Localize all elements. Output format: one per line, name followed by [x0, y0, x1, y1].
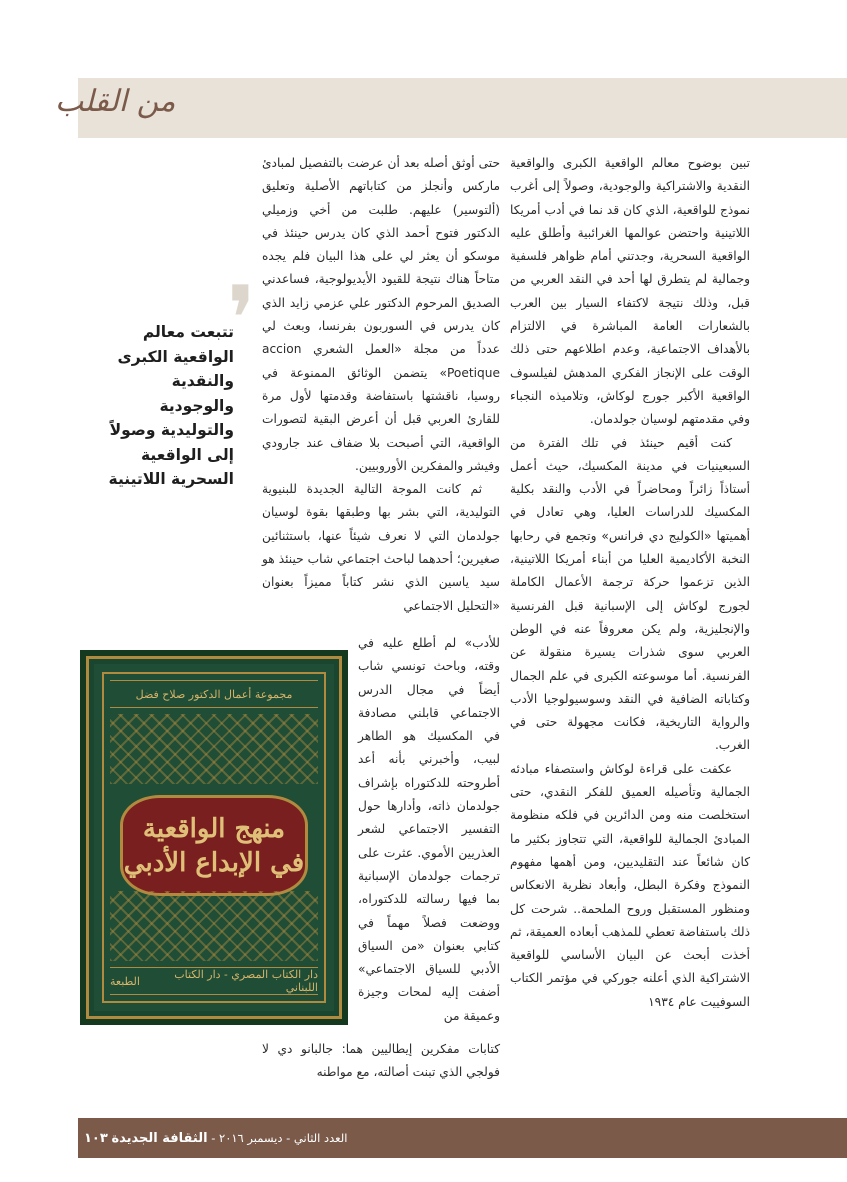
article-column-middle — [262, 152, 500, 632]
book-publisher: دار الكتاب المصري - دار الكتاب اللبناني — [174, 968, 318, 994]
paragraph: كنت أقيم حينئذ في تلك الفترة من السبعينيات في مدينة المكسيك، حيث أعمل أستاذاً زائراً ومحاضراً في الأدب والنقد بكلية المكسيك للدراسات العليا، وهي تعادل في أهميتها «الكوليج دي فرانس» وتجمع في رحابها النخبة الأكاديمية العليا من أبناء أمريكا اللاتينية، الذين تزعموا حركة ترجمة الأعمال الكاملة لجورج لوكاش إلى الإسبانية قبل الفرنسية والإنجليزية، ولم يكن معروفاً عنه في الوطن العربي سوى شذرات يسيرة منقولة عن الفرنسية. أما موسوعته الكبرى في علم الجمال وكتاباته الضافية في النقد وسوسيولوجيا الأدب والرواية التاريخية، فكانت مجهولة حتى في الغرب. — [510, 435, 750, 753]
page-number: ١٠٣ — [84, 1131, 108, 1146]
paragraph: تبين بوضوح معالم الواقعية الكبرى والواقعية النقدية والاشتراكية والوجودية، وصولاً إلى أغرب نموذج للواقعية، الذي كان قد نما في أدب أمريكا اللاتينية واحتضن عوالمها الغرائبية وأطلق عليه الواقعية السحرية، وجدتني أمام ظواهر فلسفية وجمالية لم يتطرق لها أحد في النقد العربي من قبل، وذلك نتيجة لاكتفاء السيار بين العرب بالشعارات العامة المباشرة في الالتزام بالأهداف الاجتماعية، وعدم اطلاعهم حتى ذلك الوقت على الإنجاز الفكري المدهش لفيلسوف الواقعية الأكبر جورج لوكاش، وتلاميذه النجباء وفي مقدمتهم لوسيان جولدمان. — [510, 156, 750, 427]
book-cover-image — [80, 650, 348, 1025]
footer — [84, 1126, 347, 1151]
ornament-pattern — [110, 891, 318, 961]
article-column-middle-wrap — [358, 632, 500, 1028]
ornament-pattern — [110, 714, 318, 784]
pull-quote: تتبعت معالم الواقعية الكبرى والنقدية والوجودية والتوليدية وصولاً إلى الواقعية السحرية اللاتينية — [108, 323, 234, 488]
section-title: من القلب — [55, 84, 176, 119]
footer-magazine: الثقافة الجديدة — [111, 1131, 208, 1146]
article-column-middle-bottom — [262, 1038, 500, 1085]
article-column-right — [510, 152, 750, 1014]
paragraph: كتابات مفكرين إيطاليين هما: جالبانو دي لا فولجي الذي تبنت أصالته، مع مواطنه — [262, 1042, 500, 1080]
book-edition: الطبعة — [110, 974, 140, 988]
book-title-line1: منهج الواقعية — [142, 813, 286, 844]
footer-issue: العدد الثاني - ديسمبر ٢٠١٦ - — [211, 1131, 348, 1145]
paragraph: ثم كانت الموجة التالية الجديدة للبنيوية التوليدية، التي بشر بها وطبقها بقوة لوسيان جولدمان التي لا نعرف شيئاً عنها، باستثنائين صغيرين؛ أحدهما لباحث اجتماعي شاب حينئذ هو سيد ياسين الذي نشر كتاباً مميزاً بعنوان «التحليل الاجتماعي — [262, 482, 500, 613]
paragraph: للأدب» لم أطلع عليه في وقته، وباحث تونسي شاب أيضاً في مجال الدرس الاجتماعي قابلني مصادفة في المكسيك هو الطاهر لبيب، وأخبرني بأنه أعد أطروحته للدكتوراه بإشراف جولدمان ذاته، وأدارها حول التفسير الاجتماعي لشعر العذريين الأموي. عثرت على ترجمات جولدمان الإسبانية بما فيها رسالته للدكتوراه، ووضعت فصلاً مهماً في كتابي بعنوان «من السياق الأدبي للسياق الاجتماعي» أضفت إليه لمحات وجيزة وعميقة من — [358, 636, 500, 1023]
paragraph: حتى أوثق أصله بعد أن عرضت بالتفصيل لمبادئ ماركس وأنجلز من كتاباتهم الأصلية وتعليق (ألتوسير) عليهم. طلبت من أخي وزميلي الدكتور فتوح أحمد الذي كان يدرس حينئذ في موسكو أن يعثر لي على هذا البيان فلم يجده متاحاً هناك نتيجة للقيود الأيديولوجية، فساعدني الصديق المرحوم الدكتور علي عزمي زايد الذي كان يدرس في السوربون بفرنسا، وبعث لي عدداً من مجلة «العمل الشعري accion Poetique» يتضمن الوثائق الممنوعة في روسيا، ناقشتها باستفاضة وقدمتها لأول مرة للقارئ العربي قبل أن أعرض البقية لتصورات الواقعية، التي أصبحت بلا ضفاف عند جارودي وفيشر والمفكرين الأوروبيين. — [262, 156, 500, 473]
book-series-label: مجموعة أعمال الدكتور صلاح فضل — [110, 680, 318, 708]
paragraph: عكفت على قراءة لوكاش واستصفاء مبادئه الجمالية وتأصيله العميق للفكر النقدي، حتى استخلصت منه ومن الدائرين في فلكه منظومة المبادئ الجمالية للواقعية، التي تتجاوز بكثير ما كان شائعاً عند التقليديين، ومن أهمها مفهوم النموذج وفكرة البطل، وأبعاد نظرية الانعكاس ومنظور المستقبل وروح الملحمة.. شرحت كل ذلك باستفاضة تعطي للمذهب أبعاده العميقة، ثم أخذت أبحث عن البيان الأساسي للواقعية الاشتراكية الذي أعلنه جوركي في مؤتمر الكتاب السوفييت عام ١٩٣٤ — [510, 761, 750, 1009]
quote-mark-icon: ❜ — [226, 267, 256, 372]
book-title-plate — [120, 795, 308, 896]
book-publisher-label — [110, 967, 318, 995]
book-title-line2: في الإبداع الأدبي — [123, 847, 305, 878]
